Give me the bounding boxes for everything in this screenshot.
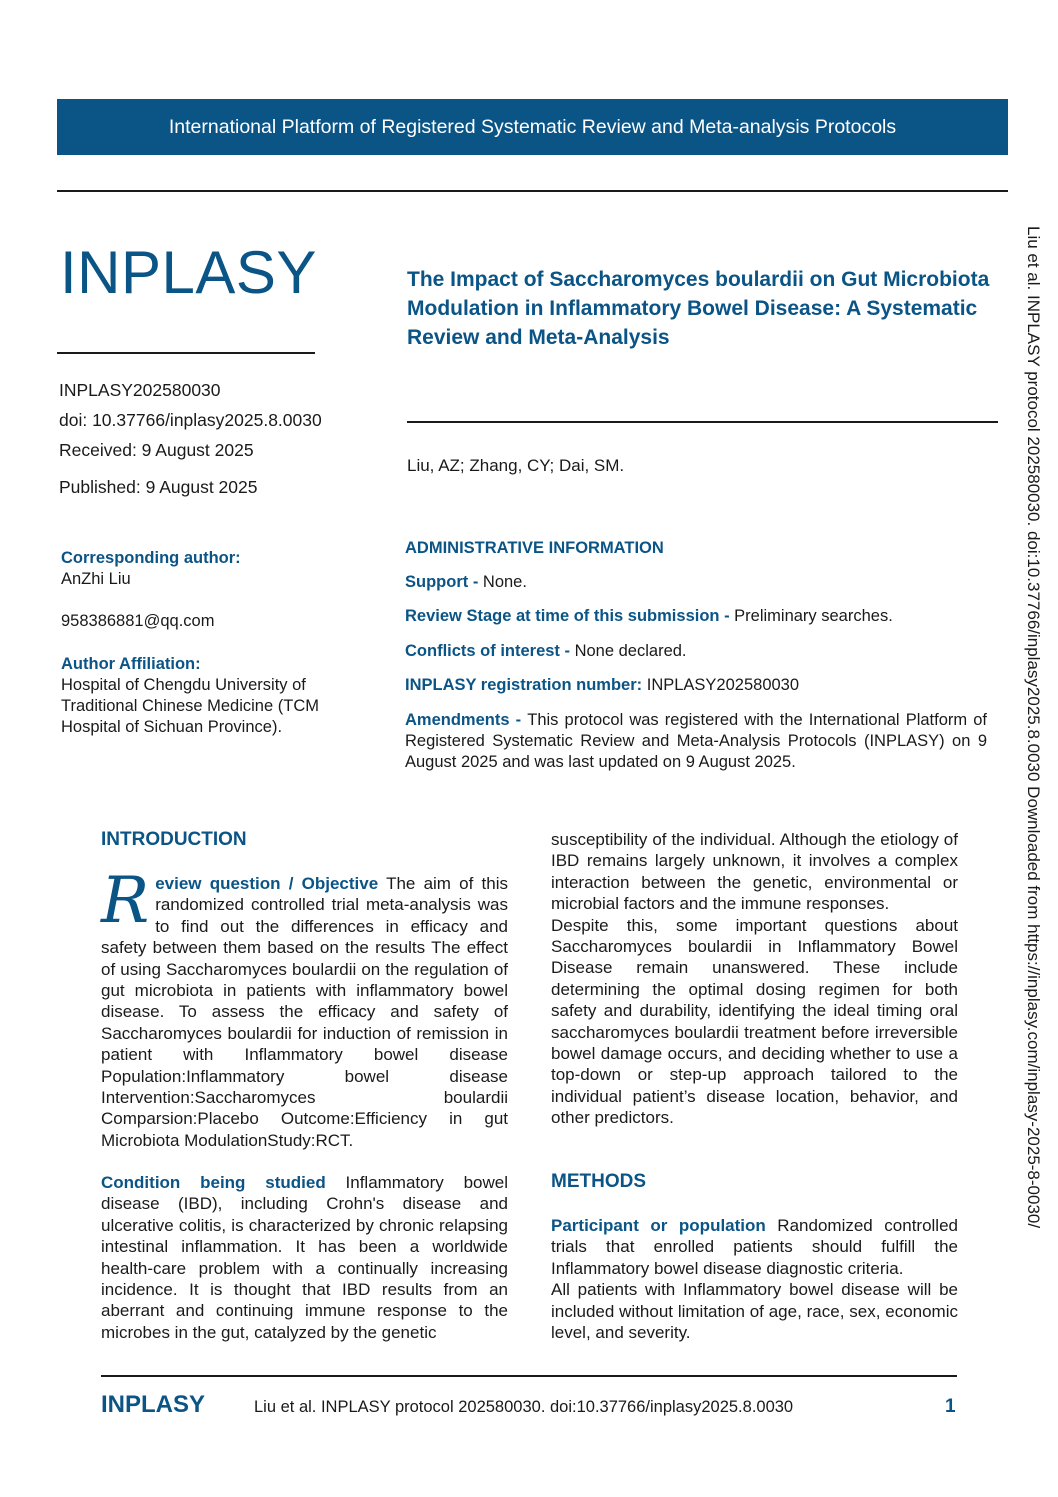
admin-heading <box>405 538 987 559</box>
corresponding-email: 958386881@qq.com <box>61 612 215 630</box>
author-list: Liu, AZ; Zhang, CY; Dai, SM. <box>407 456 625 475</box>
admin-support <box>405 572 987 593</box>
header-banner <box>57 99 1008 155</box>
side-citation: Liu et al. INPLASY protocol 202580030. doi:10.37766/inplasy2025.8.0030 Downloaded from https://inplasy.com/inplasy-2025-8-0030/ <box>1024 226 1043 1229</box>
header-divider <box>57 190 1008 192</box>
participant-label: Participant or population <box>551 1216 766 1235</box>
support-value: None. <box>482 573 527 591</box>
brand-logo: INPLASY <box>60 239 317 306</box>
amend-label: Amendments - <box>405 711 528 729</box>
admin-amendments <box>405 710 987 773</box>
methods-heading: METHODS <box>551 1171 646 1192</box>
participant-text-2: All patients with Inflammatory bowel disease will be included without limitation of age, race, sex, economic level, and severity. <box>551 1280 958 1343</box>
affiliation-text: Hospital of Chengdu University of Traditional Chinese Medicine (TCM Hospital of Sichuan Province). <box>61 676 319 736</box>
banner-text: International Platform of Registered Systematic Review and Meta-analysis Protocols <box>168 115 897 138</box>
registration-id: INPLASY202580030 <box>59 380 221 400</box>
title-divider <box>407 421 998 423</box>
corresponding-name: AnZhi Liu <box>61 570 131 588</box>
corresponding-author <box>61 548 341 632</box>
admin-registration-number <box>405 675 987 696</box>
admin-heading-text: ADMINISTRATIVE INFORMATION <box>405 539 664 557</box>
stage-label: Review Stage at time of this submission - <box>405 607 735 625</box>
regnum-label: INPLASY registration number: <box>405 676 647 694</box>
condition-paragraph <box>101 1172 508 1343</box>
intro-continuation-2: Despite this, some important questions about Saccharomyces boulardii in Inflammatory Bowel Disease remain unanswered. These include determining the optimal dosing regimen for both safety and durability, identifying the ideal timing oral saccharomyces boulardii treatment before irreversible bowel damage occurs, and deciding whether to use a top-down or step-up approach tailored to the individual patient’s disease location, behavior, and other predictors. <box>551 915 958 1128</box>
introduction-heading: INTRODUCTION <box>101 829 247 850</box>
brand-divider <box>57 352 315 354</box>
review-question-label: eview question / Objective <box>155 874 379 893</box>
drop-cap: R <box>101 864 150 938</box>
affiliation-label: Author Affiliation: <box>61 655 201 673</box>
regnum-value: INPLASY202580030 <box>646 676 800 694</box>
condition-label: Condition being studied <box>101 1173 326 1192</box>
footer-divider <box>101 1375 957 1377</box>
published-date: Published: 9 August 2025 <box>59 477 258 497</box>
stage-value: Preliminary searches. <box>734 607 893 625</box>
received-date: Received: 9 August 2025 <box>59 440 254 460</box>
page-number: 1 <box>945 1396 956 1417</box>
intro-continuation-1: susceptibility of the individual. Although the etiology of IBD remains largely unknown, it involves a complex interaction between the genetic, environmental or microbial factors and the immune responses. <box>551 830 958 914</box>
admin-review-stage <box>405 606 987 627</box>
intro-continuation <box>551 829 958 1129</box>
conflicts-label: Conflicts of interest - <box>405 642 575 660</box>
participant-text: Randomized controlled trials that enrolled patients should fulfill the Inflammatory bowel disease diagnostic criteria. <box>551 1216 958 1278</box>
condition-text: Inflammatory bowel disease (IBD), including Crohn's disease and ulcerative colitis, is characterized by chronic relapsing intestinal inflammation. It has been a worldwide health-care problem with a continually increasing incidence. It is thought that IBD results from an aberrant and continuing immune response to the microbes in the gut, catalyzed by the genetic <box>101 1173 508 1342</box>
participant-paragraph <box>551 1215 958 1343</box>
review-question-text: The aim of this randomized controlled trial meta-analysis was to find out the differences in efficacy and safety between them based on the results The effect of using Saccharomyces boulardii on the regulation of gut microbiota in patients with inflammatory bowel disease. To assess the efficacy and safety of Saccharomyces boulardii for induction of remission in patient with Inflammatory bowel disease Population:Inflammatory bowel disease Intervention:Saccharomyces boulardii Comparsion:Placebo Outcome:Efficiency in gut Microbiota ModulationStudy:RCT. <box>101 874 508 1150</box>
admin-conflicts <box>405 641 987 662</box>
footer-citation: Liu et al. INPLASY protocol 202580030. doi:10.37766/inplasy2025.8.0030 <box>254 1398 794 1416</box>
footer-brand: INPLASY <box>101 1391 206 1418</box>
support-label: Support - <box>405 573 483 591</box>
corresponding-label: Corresponding author: <box>61 549 241 567</box>
conflicts-value: None declared. <box>574 642 687 660</box>
paper-title: The Impact of Saccharomyces boulardii on Gut Microbiota Modulation in Inflammatory Bowel Disease: A Systematic Review and Meta-Analysis <box>407 268 990 349</box>
amend-value: This protocol was registered with the International Platform of Registered Systematic Review and Meta-Analysis Protocols (INPLASY) on 9 August 2025 and was last updated on 9 August 2025. <box>405 711 988 771</box>
author-affiliation <box>61 654 343 738</box>
doi: doi: 10.37766/inplasy2025.8.0030 <box>59 410 322 430</box>
review-question-paragraph <box>101 864 508 1151</box>
